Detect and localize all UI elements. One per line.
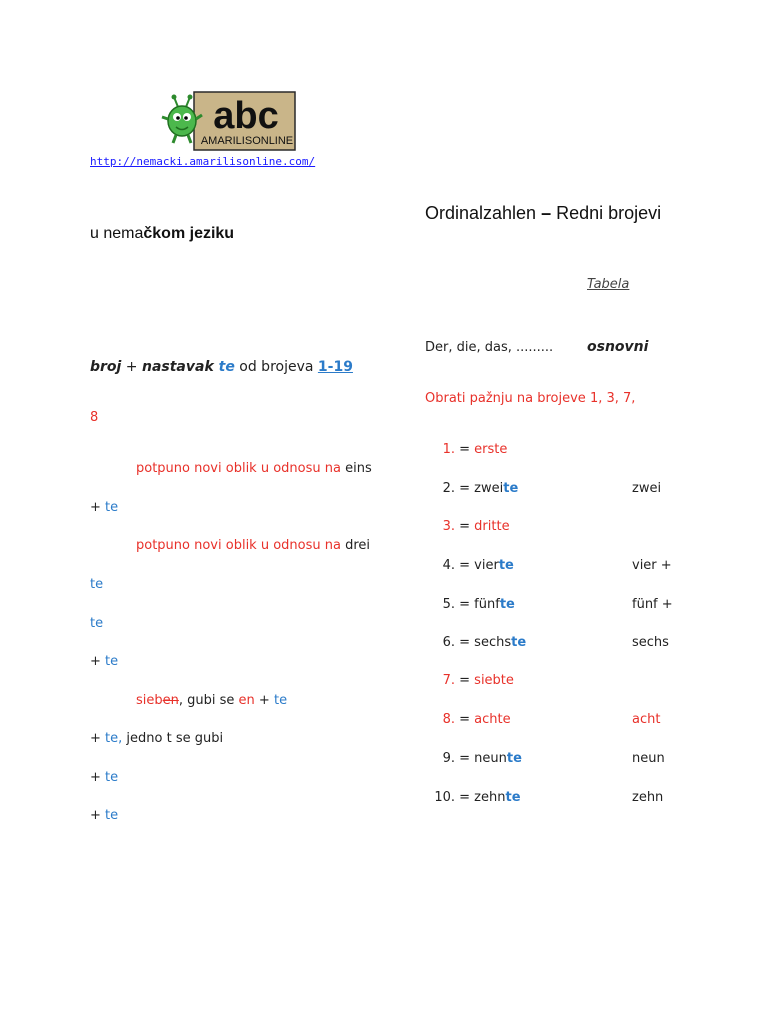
row-number: 7. [442, 673, 455, 688]
table-row [425, 712, 685, 727]
row-base-word: vier + [632, 558, 672, 573]
amarilis-logo [160, 91, 296, 151]
row-number: 1. [442, 442, 455, 457]
note-eight [90, 731, 223, 746]
table-row [425, 481, 685, 496]
row-ordinal: zwei [474, 481, 504, 496]
row-ordinal: neun [474, 751, 507, 766]
row-ordinal: dritte [474, 519, 510, 534]
plus-te-line-3 [90, 770, 118, 785]
note-three [136, 538, 370, 553]
te-suffix: te [105, 808, 119, 823]
row-ordinal: erste [474, 442, 508, 457]
row-number: 8. [442, 712, 455, 727]
row-suffix: te [499, 597, 515, 612]
row-suffix: te [498, 558, 514, 573]
row-number: 3. [442, 519, 455, 534]
te-suffix: te, [105, 731, 123, 746]
row-ordinal: siebte [474, 673, 514, 688]
plus-te-line-1 [90, 500, 118, 515]
plus-te-line-2 [90, 654, 118, 669]
eight-note: 8 [90, 410, 99, 425]
row-ordinal: zehn [474, 790, 506, 805]
logo-main-text: abc [213, 95, 279, 137]
row-equals: = [455, 673, 475, 688]
row-base-word: neun [632, 751, 665, 766]
row-equals: = [455, 751, 475, 766]
der-die-das-line [425, 340, 553, 355]
row-equals: = [455, 635, 475, 650]
row-equals: = [455, 712, 475, 727]
title-part-2: Redni brojevi [556, 203, 662, 223]
te-suffix: te [105, 500, 119, 515]
row-number: 6. [442, 635, 455, 650]
note-three-red: potpuno novi oblik u odnosu na [136, 538, 341, 553]
rule-od: od brojeva [234, 359, 318, 375]
plus-sign: + [90, 770, 106, 785]
te-suffix: te [105, 770, 119, 785]
plus-sign: + [90, 500, 106, 515]
note-seven-text: , gubi se [178, 693, 239, 708]
row-number: 9. [442, 751, 455, 766]
rule-te: te [218, 359, 235, 375]
note-seven-struck: en [162, 693, 179, 708]
logo-sub-text: AMARILISONLINE [200, 135, 294, 147]
note-one-word: eins [340, 461, 372, 476]
row-equals: = [455, 519, 475, 534]
table-row [425, 673, 685, 688]
rule-plus: + [121, 359, 142, 375]
row-number: 4. [442, 558, 455, 573]
plus-sign: + [90, 808, 106, 823]
row-ordinal: sechs [474, 635, 512, 650]
te-line-a: te [90, 577, 104, 592]
note-three-word: drei [340, 538, 371, 553]
table-row [425, 751, 685, 766]
row-equals: = [455, 597, 475, 612]
row-base-word: zwei [632, 481, 662, 496]
rule-broj: broj [90, 359, 122, 375]
tabela-label: Tabela [587, 277, 630, 292]
table-row [425, 597, 685, 612]
row-suffix: te [506, 751, 522, 766]
row-equals: = [455, 442, 475, 457]
rule-nastavak: nastavak [141, 359, 219, 375]
title-dash: – [541, 203, 557, 223]
plus-te-line-4 [90, 808, 118, 823]
te-suffix: te [105, 654, 119, 669]
te-line-b: te [90, 616, 104, 631]
page-title [425, 203, 661, 224]
note-one-red: potpuno novi oblik u odnosu na [136, 461, 341, 476]
title-part-1: Ordinalzahlen [425, 203, 542, 223]
der-die-das: Der, die, das, ......... [425, 340, 554, 355]
site-link[interactable]: http://nemacki.amarilisonline.com/ [90, 155, 316, 168]
subtitle-part: u nema [90, 225, 144, 242]
row-base-word: sechs [632, 635, 669, 650]
row-ordinal: vier [474, 558, 499, 573]
table-row [425, 442, 685, 457]
note-seven [136, 693, 287, 708]
note-one [136, 461, 372, 476]
rule-line [90, 359, 353, 375]
subtitle-bold: čkom jeziku [143, 225, 235, 242]
note-eight-text: jedno t se gubi [122, 731, 224, 746]
table-row [425, 519, 685, 534]
row-number: 5. [442, 597, 455, 612]
plus-sign: + [90, 731, 106, 746]
table-row [425, 558, 685, 573]
row-base-word: zehn [632, 790, 664, 805]
note-seven-plus: + [254, 693, 274, 708]
row-equals: = [455, 558, 475, 573]
note-seven-stem: sieb [136, 693, 163, 708]
row-base-word: acht [632, 712, 661, 727]
row-base-word: fünf + [632, 597, 673, 612]
page-subtitle [90, 225, 234, 243]
row-ordinal: achte [474, 712, 511, 727]
row-suffix: te [503, 481, 519, 496]
plus-sign: + [90, 654, 106, 669]
row-number: 10. [434, 790, 455, 805]
rule-range-link[interactable]: 1-19 [317, 359, 353, 375]
note-seven-en: en [238, 693, 255, 708]
row-equals: = [455, 481, 475, 496]
note-seven-te: te [273, 693, 288, 708]
table-row [425, 635, 685, 650]
row-ordinal: fünf [474, 597, 500, 612]
attention-note: Obrati pažnju na brojeve 1, 3, 7, [425, 391, 636, 406]
logo-graphic [160, 91, 296, 151]
osnovni-label: osnovni [587, 339, 649, 355]
table-row [425, 790, 685, 805]
row-number: 2. [442, 481, 455, 496]
row-equals: = [455, 790, 475, 805]
row-suffix: te [505, 790, 521, 805]
row-suffix: te [511, 635, 527, 650]
